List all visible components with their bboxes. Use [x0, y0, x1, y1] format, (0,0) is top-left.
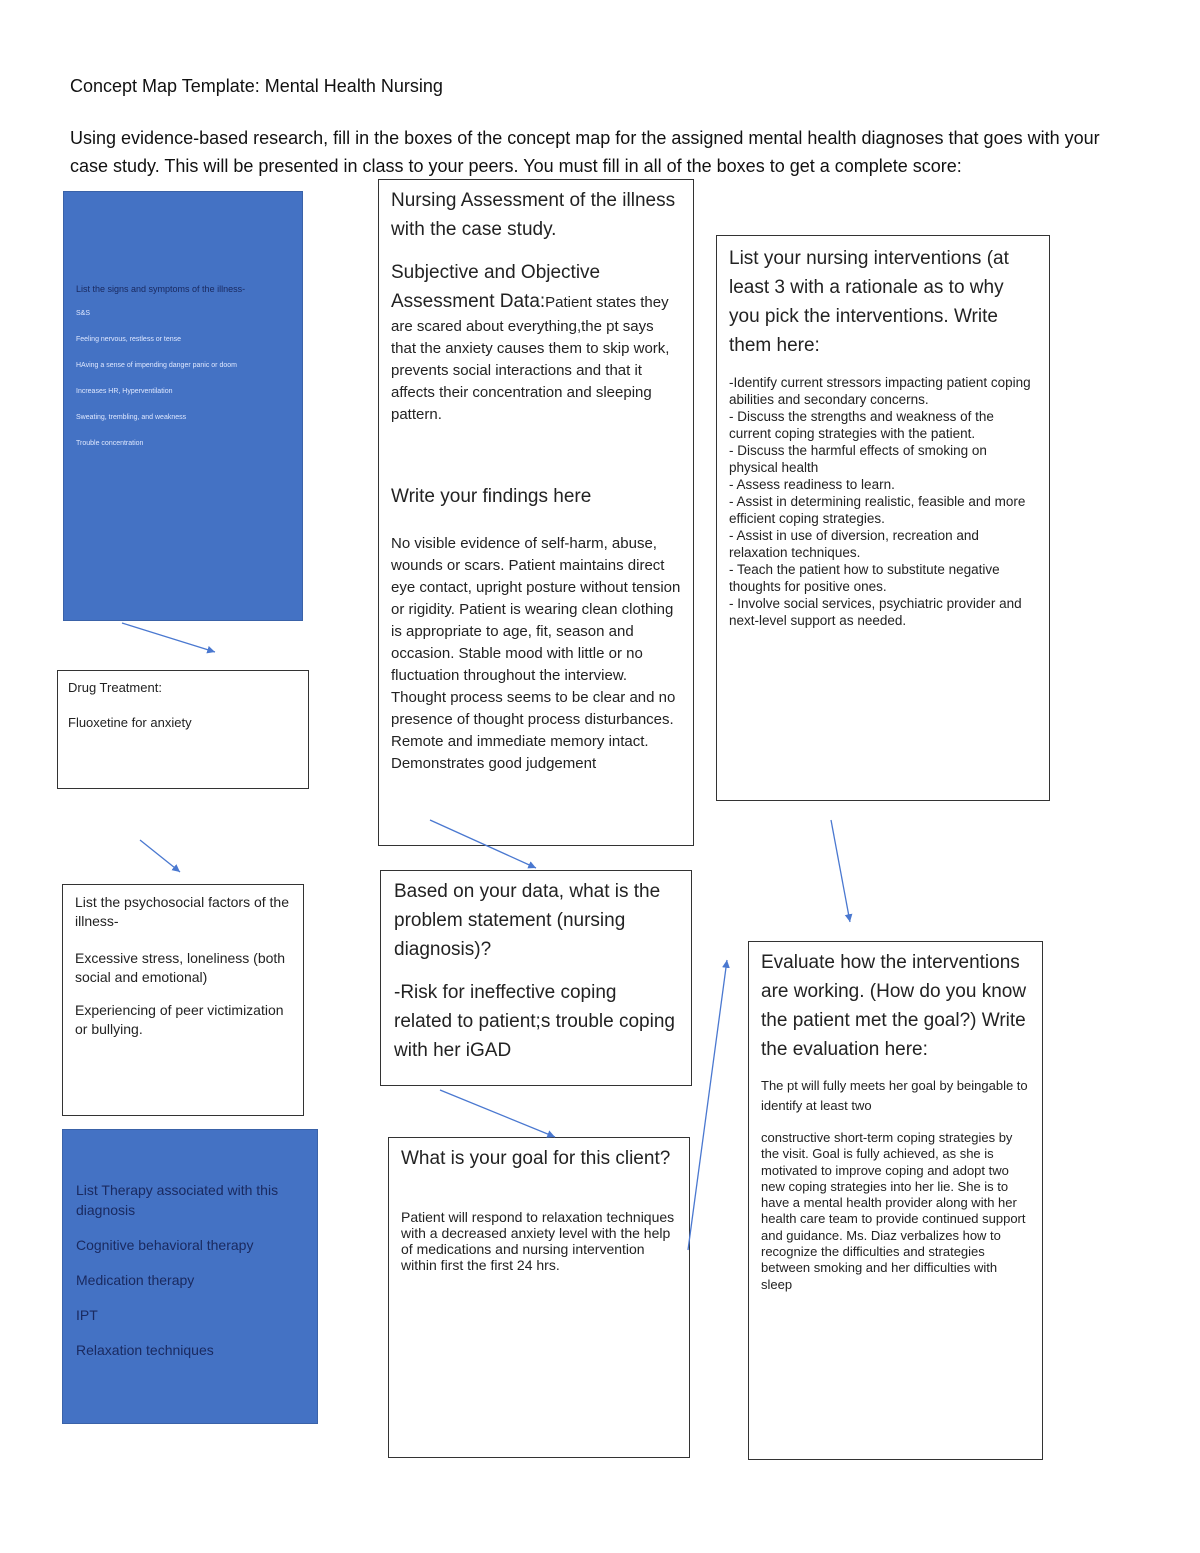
arrow	[122, 623, 215, 652]
therapy-list	[76, 1235, 304, 1360]
assessment-heading: Nursing Assessment of the illness with the case study.	[391, 190, 676, 240]
psycho-item: Excessive stress, loneliness (both social and emotional)	[75, 950, 286, 985]
assessment-box	[378, 179, 694, 846]
problem-heading: Based on your data, what is the problem statement (nursing diagnosis)?	[394, 881, 661, 960]
evaluation-text-1: The pt will fully meets her goal by beingable to identify at least two	[761, 1078, 1028, 1113]
list-item: IPT	[76, 1307, 98, 1323]
drug-treatment-box	[57, 670, 309, 789]
therapy-box	[62, 1129, 318, 1424]
goal-text: Patient will respond to relaxation techniques with a decreased anxiety level with the help of medications and nursing intervention within first the first 24 hrs.	[401, 1209, 675, 1273]
list-item: Sweating, trembling, and weakness	[76, 414, 187, 421]
drug-text: Fluoxetine for anxiety	[68, 715, 192, 730]
evaluation-box	[748, 941, 1043, 1460]
list-item: - Discuss the harmful effects of smoking on physical health	[729, 443, 987, 475]
list-item: - Assist in use of diversion, recreation and relaxation techniques.	[729, 528, 979, 560]
list-item: Trouble concentration	[76, 440, 144, 447]
list-item: Feeling nervous, restless or tense	[76, 336, 182, 343]
goal-heading: What is your goal for this client?	[401, 1148, 671, 1169]
list-item: Medication therapy	[76, 1272, 195, 1288]
psychosocial-box	[62, 884, 304, 1116]
instructions: Using evidence-based research, fill in the boxes of the concept map for the assigned mental health diagnoses that goes with your case study. This will be presented in class to your peers. You must fill in all of the boxes to get a complete score:	[70, 128, 1100, 176]
subjective-text: Patient states they are scared about everything,the pt says that the anxiety causes them to skip work, prevents social interactions and that it affects their concentration and sleeping pattern.	[391, 294, 670, 423]
drug-heading: Drug Treatment:	[68, 680, 162, 695]
list-item: - Involve social services, psychiatric provider and next-level support as needed.	[729, 596, 1022, 628]
arrow	[688, 960, 727, 1250]
signs-heading: List the signs and symptoms of the illness-	[76, 284, 246, 294]
findings-heading: Write your findings here	[391, 486, 592, 507]
list-item: S&S	[76, 310, 91, 317]
arrow	[831, 820, 850, 922]
arrow	[140, 840, 180, 872]
arrow	[440, 1090, 555, 1137]
evaluation-heading: Evaluate how the interventions are working. (How do you know the patient met the goal?) Write the evaluation here:	[761, 952, 1027, 1060]
problem-text: -Risk for ineffective coping related to patient;s trouble coping with her iGAD	[394, 982, 675, 1061]
therapy-heading: List Therapy associated with this diagnosis	[76, 1182, 279, 1218]
list-item: - Assess readiness to learn.	[729, 477, 895, 492]
signs-list	[76, 310, 290, 447]
psycho-heading: List the psychosocial factors of the illness-	[75, 894, 289, 929]
findings-text: No visible evidence of self-harm, abuse, wounds or scars. Patient maintains direct eye contact, upright posture without tension or rigidity. Patient is wearing clean clothing is appropriate to age, fit, season and occasion. Stable mood with little or no fluctuation throughout the interview. Thought process seems to be clear and no presence of thought process disturbances. Remote and immediate memory intact. Demonstrates good judgement	[391, 535, 681, 772]
list-item: Relaxation techniques	[76, 1342, 214, 1358]
list-item: - Teach the patient how to substitute negative thoughts for positive ones.	[729, 562, 1000, 594]
interventions-heading: List your nursing interventions (at least 3 with a rationale as to why you pick the interventions. Write them here:	[729, 248, 1009, 356]
goal-box	[388, 1137, 690, 1458]
list-item: Increases HR, Hyperventilation	[76, 388, 173, 395]
list-item: Cognitive behavioral therapy	[76, 1237, 254, 1253]
list-item: HAving a sense of impending danger panic or doom	[76, 362, 237, 369]
document-title: Concept Map Template: Mental Health Nursing	[70, 76, 443, 96]
evaluation-text-2: constructive short-term coping strategies by the visit. Goal is fully achieved, as she is motivated to improve coping and adopt two new coping strategies into her lie. She is to have a mental health provider along with her health care team to provide continued support and guidance. Ms. Diaz verbalizes how to recognize the difficulties and strategies between smoking and her difficulties with sleep	[761, 1130, 1026, 1292]
signs-symptoms-box	[63, 191, 303, 621]
interventions-box	[716, 235, 1050, 801]
subjective-heading: Subjective and Objective Assessment Data:	[391, 262, 601, 312]
list-item: -Identify current stressors impacting patient coping abilities and secondary concerns.	[729, 375, 1031, 407]
psycho-item: Experiencing of peer victimization or bullying.	[75, 1002, 284, 1037]
problem-statement-box	[380, 870, 692, 1086]
list-item: - Assist in determining realistic, feasible and more efficient coping strategies.	[729, 494, 1026, 526]
interventions-list	[729, 374, 1037, 629]
list-item: - Discuss the strengths and weakness of the current coping strategies with the patient.	[729, 409, 994, 441]
